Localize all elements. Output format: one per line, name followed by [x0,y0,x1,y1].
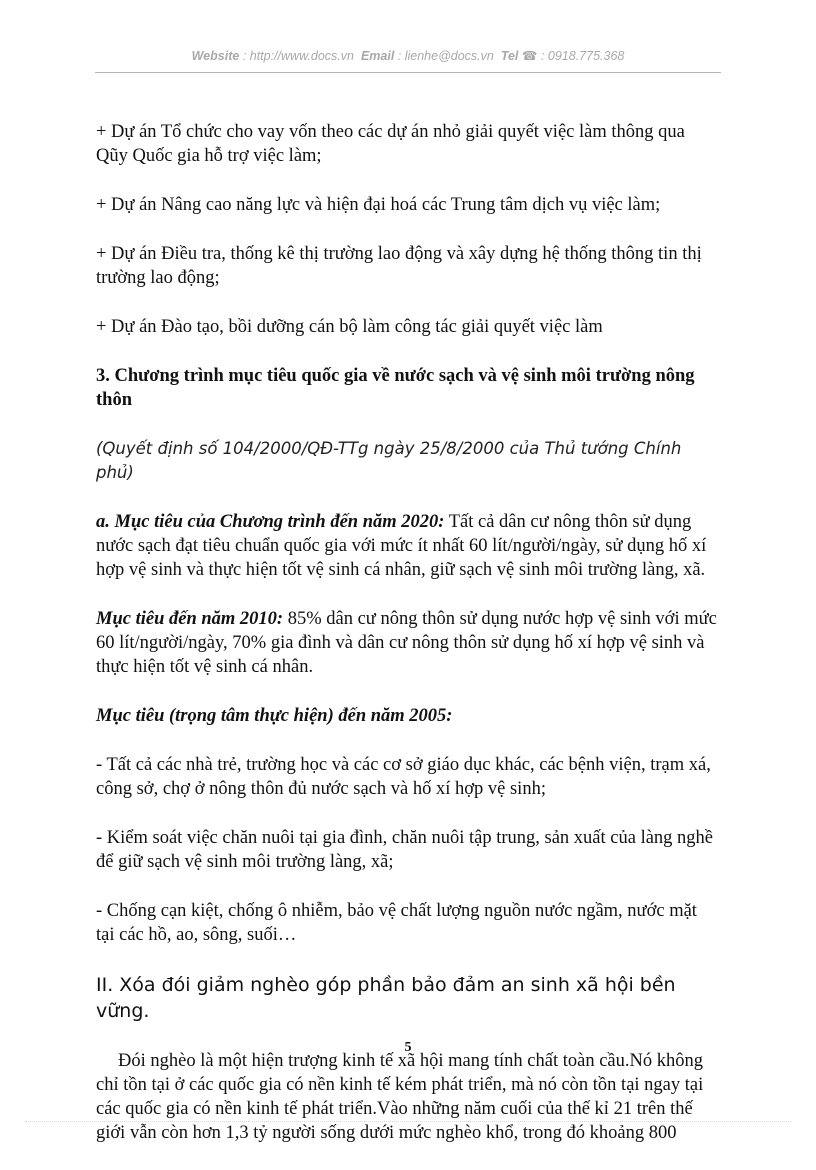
paragraph-goal-2020 [96,510,720,582]
bullet-water-protection: - Chống cạn kiệt, chống ô nhiễm, bảo vệ chất lượng nguồn nước ngầm, nước mặt tại các hồ, ao, sông, suối… [96,901,697,945]
goal-2020-lead: a. Mục tiêu của Chương trình đến năm 2020: [96,512,445,532]
website-label: Website [191,49,240,63]
bullet-livestock: - Kiểm soát việc chăn nuôi tại gia đình, chăn nuôi tập trung, sản xuất của làng nghề để giữ sạch vệ sinh môi trường làng, xã; [96,828,714,872]
goal-2020-text: Tất cả dân cư nông thôn sử dụng nước sạch đạt tiêu chuẩn quốc gia với mức ít nhất 60 lít/người/ngày, sử dụng hố xí hợp vệ sinh và thực hiện tốt vệ sinh cá nhân, giữ sạch vệ sinh môi trường làng, xã. [96,512,707,580]
paragraph-project-capacity: + Dự án Nâng cao năng lực và hiện đại hoá các Trung tâm dịch vụ việc làm; [96,195,661,215]
website-url: : http://www.docs.vn [242,49,354,63]
bullet-schools: - Tất cả các nhà trẻ, trường học và các cơ sở giáo dục khác, các bệnh viện, trạm xá, công sở, chợ ở nông thôn đủ nước sạch và hố xí hợp vệ sinh; [96,755,711,799]
paragraph-poverty: Đói nghèo là một hiện trượng kinh tế xã hội mang tính chất toàn cầu.Nó không chỉ tồn tại ở các quốc gia có nền kinh tế kém phát triển, mà nó còn tồn tại ngay tại các quốc gia có nền kinh tế phát triển.Vào những năm cuối của thế kỉ 21 trên thế giới vẫn còn hơn 1,3 tỷ người sống dưới mức nghèo khổ, trong đó khoảng 800 [96,1051,704,1143]
section-heading-3: 3. Chương trình mục tiêu quốc gia về nước sạch và vệ sinh môi trường nông thôn [96,366,695,410]
header-divider [95,72,721,73]
footer-divider [25,1121,791,1122]
paragraph-project-loans: + Dự án Tổ chức cho vay vốn theo các dự án nhỏ giải quyết việc làm thông qua Qũy Quốc gia hỗ trợ việc làm; [96,122,685,166]
tel-label: Tel [500,49,519,63]
document-body [96,120,720,1170]
email-address: : lienhe@docs.vn [397,49,494,63]
goal-2005-lead: Mục tiêu (trọng tâm thực hiện) đến năm 2005: [96,706,453,726]
section-heading-2: II. Xóa đói giảm nghèo góp phần bảo đảm an sinh xã hội bền vững. [96,974,676,1022]
tel-number: ☎ : 0918.775.368 [521,49,625,63]
goal-2010-text: 85% dân cư nông thôn sử dụng nước hợp vệ sinh với mức 60 lít/người/ngày, 70% gia đình và dân cư nông thôn sử dụng hố xí hợp vệ sinh và thực hiện tốt vệ sinh cá nhân. [96,609,717,677]
paragraph-goal-2005 [96,704,720,728]
decree-reference: (Quyết định số 104/2000/QĐ-TTg ngày 25/8/2000 của Thủ tướng Chính phủ) [96,439,682,482]
email-label: Email [360,49,395,63]
paragraph-goal-2010 [96,607,720,679]
paragraph-project-survey: + Dự án Điều tra, thống kê thị trường lao động và xây dựng hệ thống thông tin thị trường lao động; [96,244,702,288]
goal-2010-lead: Mục tiêu đến năm 2010: [96,609,284,629]
paragraph-project-training: + Dự án Đào tạo, bồi dưỡng cán bộ làm công tác giải quyết việc làm [96,317,603,337]
page-header [95,48,721,63]
page-number: 5 [404,1040,412,1055]
